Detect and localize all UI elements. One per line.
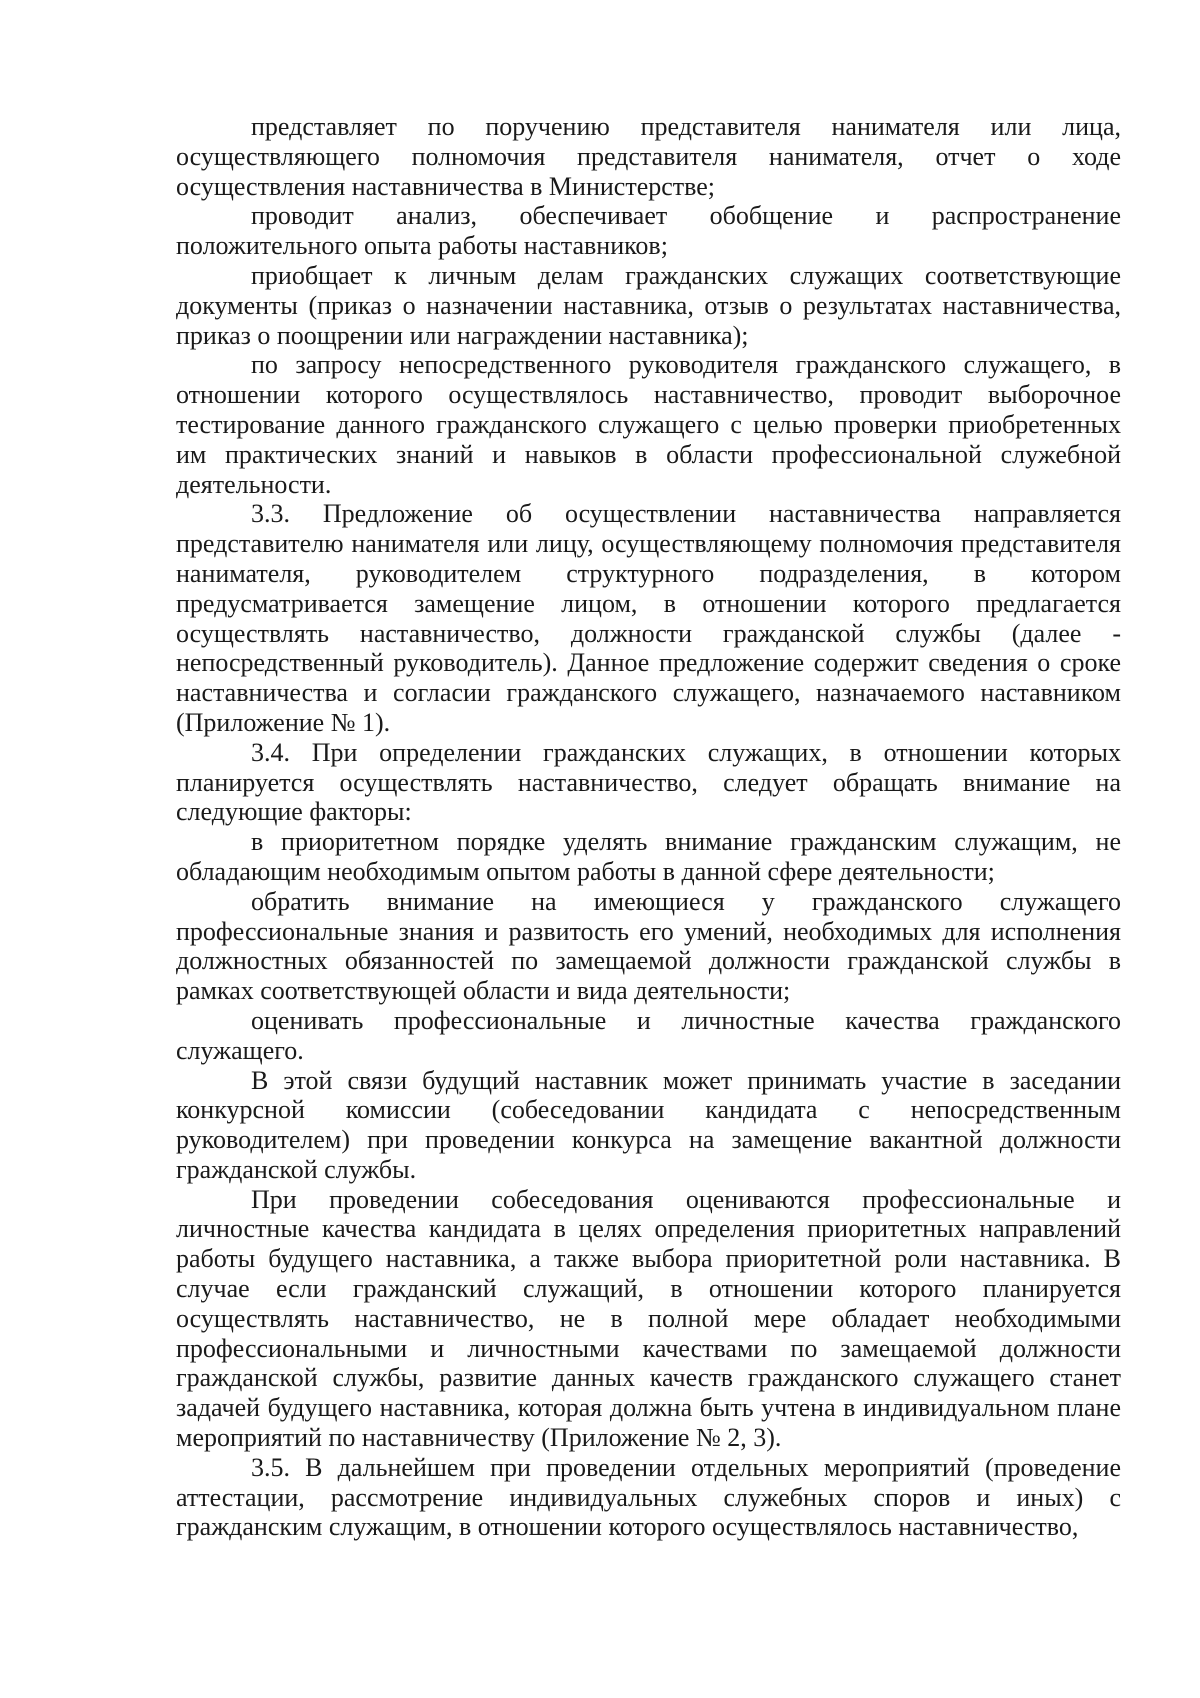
paragraph-reporting-duty: представляет по поручению представителя нанимателя или лица, осуществляющего полномочия представителя нанимателя, отчет о ходе осуществления наставничества в Министерстве; [176, 112, 1121, 201]
paragraph-interview: При проведении собеседования оцениваются профессиональные и личностные качества кандидата в целях определения приоритетных направлений работы будущего наставника, а также выбора приоритетной роли наставника. В случае если гражданский служащий, в отношении которого планируется осуществлять наставничество, не в полной мере обладает необходимыми профессиональными и личностными качествами по замещаемой должности гражданской службы, развитие данных качеств гражданского служащего станет задачей будущего наставника, которая должна быть учтена в индивидуальном плане мероприятий по наставничеству (Приложение № 2, 3). [176, 1184, 1121, 1453]
paragraph-personnel-files-duty: приобщает к личным делам гражданских служащих соответствующие документы (приказ о назначении наставника, отзыв о результатах наставничества, приказ о поощрении или награждении наставника); [176, 260, 1121, 350]
paragraph-analysis-duty: проводит анализ, обеспечивает обобщение и распространение положительного опыта работы наставников; [176, 201, 1121, 261]
paragraph-testing-duty: по запросу непосредственного руководителя гражданского служащего, в отношении которого осуществлялось наставничество, проводит выборочное тестирование данного гражданского служащего с целью проверки приобретенных им практических знаний и навыков в области профессиональной служебной деятельности. [176, 350, 1121, 499]
paragraph-factor-knowledge: обратить внимание на имеющиеся у гражданского служащего профессиональные знания и развитость его умений, необходимых для исполнения должностных обязанностей по замещаемой должности гражданской службы в рамках соответствующей области и вида деятельности; [176, 886, 1121, 1006]
paragraph-section-3-4: 3.4. При определении гражданских служащих, в отношении которых планируется осуществлять наставничество, следует обращать внимание на следующие факторы: [176, 737, 1121, 827]
document-page [176, 112, 1121, 1542]
paragraph-section-3-5: 3.5. В дальнейшем при проведении отдельных мероприятий (проведение аттестации, рассмотрение индивидуальных служебных споров и иных) с гражданским служащим, в отношении которого осуществлялось наставничество, [176, 1452, 1121, 1542]
paragraph-factor-priority: в приоритетном порядке уделять внимание гражданским служащим, не обладающим необходимым опытом работы в данной сфере деятельности; [176, 827, 1121, 886]
paragraph-factor-qualities: оценивать профессиональные и личностные качества гражданского служащего. [176, 1005, 1121, 1065]
paragraph-section-3-3: 3.3. Предложение об осуществлении наставничества направляется представителю нанимателя или лицу, осуществляющему полномочия представителя нанимателя, руководителем структурного подразделения, в котором предусматривается замещение лицом, в отношении которого предлагается осуществлять наставничество, должности гражданской службы (далее - непосредственный руководитель). Данное предложение содержит сведения о сроке наставничества и согласии гражданского служащего, назначаемого наставником (Приложение № 1). [176, 499, 1121, 737]
paragraph-competition-commission: В этой связи будущий наставник может принимать участие в заседании конкурсной комиссии (собеседовании кандидата с непосредственным руководителем) при проведении конкурса на замещение вакантной должности гражданской службы. [176, 1065, 1121, 1184]
